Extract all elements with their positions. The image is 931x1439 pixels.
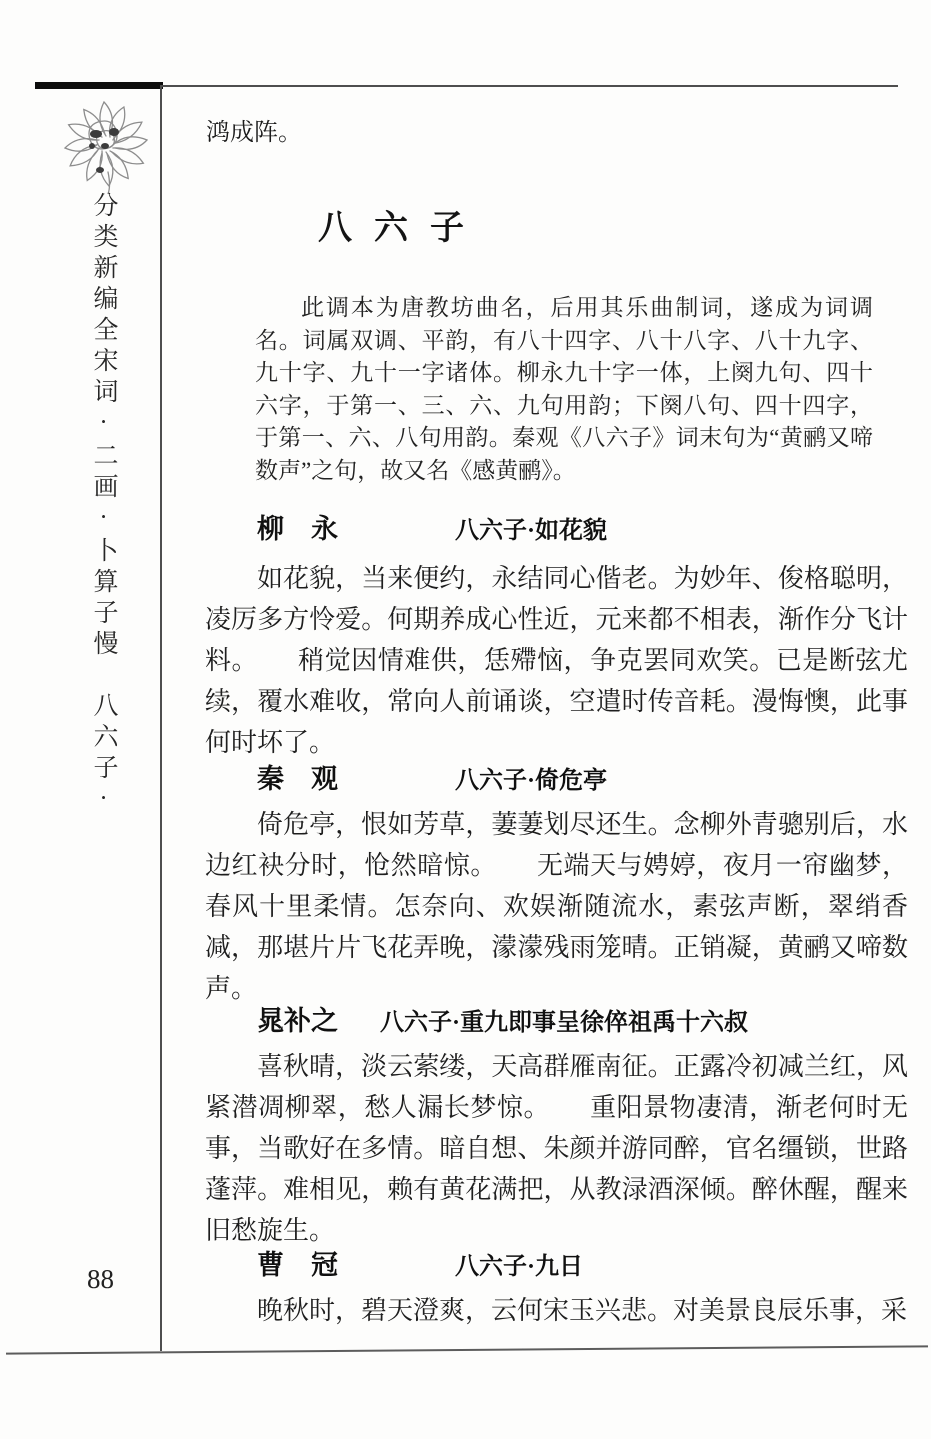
ci-title: 八六子·九日 xyxy=(455,1254,584,1280)
page-number: 88 xyxy=(87,1264,114,1294)
entry-header xyxy=(257,999,748,1038)
ci-poem-text: 晚秋时，碧天澄爽，云何宋玉兴悲。对美景良辰乐事，采 xyxy=(257,1296,908,1325)
author-name: 晁补之 xyxy=(257,1006,338,1036)
bottom-rule xyxy=(6,1345,928,1354)
author-name: 柳 永 xyxy=(257,514,338,544)
entry-header xyxy=(257,757,607,796)
margin-divider-rule xyxy=(160,85,162,1351)
tune-pattern-intro: 此调本为唐教坊曲名，后用其乐曲制词，遂成为词调名。词属双调、平韵，有八十四字、八十八字、八十九字、九十字、九十一字诸体。柳永九十字一体，上阕九句、四十六字，于第一、三、六、九句用韵；下阕八句、四十四字，于第一、六、八句用韵。秦观《八六子》词末句为“黄鹂又啼数声”之句，故又名《感黄鹂》。 xyxy=(255,295,873,483)
author-name: 秦 观 xyxy=(257,764,338,794)
peony-flower-ornament-icon xyxy=(52,94,160,199)
top-rule-thick xyxy=(35,82,163,89)
ci-title: 八六子·重九即事呈徐倅祖禹十六叔 xyxy=(380,1010,749,1036)
top-rule-thin xyxy=(160,85,898,87)
book-title-vertical: 分类新编全宋词·二画·卜算子慢 八六子· xyxy=(90,192,117,818)
ci-title: 八六子·倚危亭 xyxy=(455,768,608,794)
ci-poem-text: 如花貌，当来便约，永结同心偕老。为妙年、俊格聪明，凌厉多方怜爱。何期养成心性近，元来都不相表，渐作分飞计料。 稍觉因情难供，恁殢恼，争克罢同欢笑。已是断弦尤续，覆水难收，常向人前诵谈，空遣时传音耗。漫悔懊，此事何时坏了。 xyxy=(205,564,908,757)
ci-title: 八六子·如花貌 xyxy=(455,518,608,544)
author-name: 曹 冠 xyxy=(257,1250,338,1280)
carryover-line: 鸿成阵。 xyxy=(206,120,302,146)
entry-header xyxy=(257,507,607,546)
ci-poem-text: 倚危亭，恨如芳草，萋萋划尽还生。念柳外青骢别后，水边红袂分时，怆然暗惊。 无端天与娉婷，夜月一帘幽梦，春风十里柔情。怎奈向、欢娱渐随流水，素弦声断，翠绡香减，那堪片片飞花弄晚，濛濛残雨笼晴。正销凝，黄鹂又啼数声。 xyxy=(205,810,908,1003)
entry-header xyxy=(257,1243,583,1282)
tune-pattern-title: 八六子 xyxy=(318,210,486,247)
ci-poem-text: 喜秋晴，淡云萦缕，天高群雁南征。正露冷初减兰红，风紧潜凋柳翠，愁人漏长梦惊。 重阳景物凄清，渐老何时无事，当歌好在多情。暗自想、朱颜并游同醉，官名缰锁，世路蓬萍。难相见，赖有黄花满把，从教渌酒深倾。醉休醒，醒来旧愁旋生。 xyxy=(205,1052,908,1245)
